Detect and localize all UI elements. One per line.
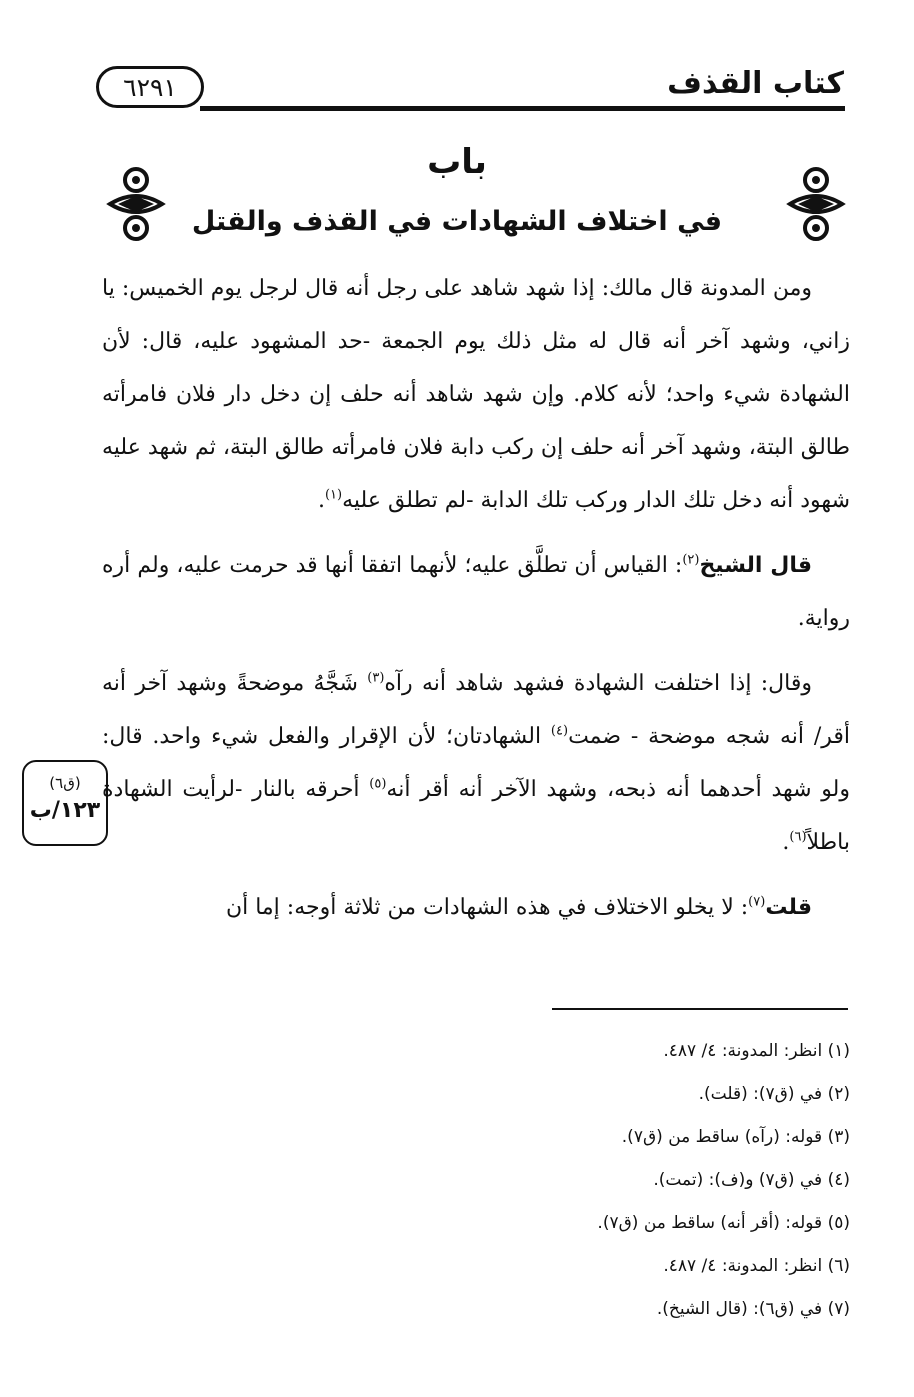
running-header-title: كتاب القذف (667, 66, 844, 101)
punctuation: . (782, 830, 790, 855)
lead-word: قلت (765, 895, 812, 920)
margin-note-source: (ق٦) (49, 774, 81, 792)
header-rule (200, 106, 845, 111)
footnote-item: (٦) انظر: المدونة: ٤/ ٤٨٧. (663, 1256, 850, 1276)
page-number: ٦٢٩١ (96, 66, 204, 108)
footnote-ref: (٦) (789, 829, 807, 845)
chapter-heading: باب (427, 142, 487, 182)
footnote-item: (١) انظر: المدونة: ٤/ ٤٨٧. (663, 1041, 850, 1061)
footnotes (90, 1030, 850, 1331)
paragraph-1 (102, 262, 850, 527)
footnote-item: (٣) قوله: (رآه) ساقط من (ق٧). (621, 1127, 850, 1147)
footnote-ref: (٧) (748, 894, 766, 910)
paragraph-text: الشهادتان؛ لأن الإقرار والفعل شيء واحد. قال: ولو شهد أحدهما أنه ذبحه، وشهد الآخر أنه أقر أنه (102, 724, 850, 802)
paragraph-text: : القياس أن تطلَّق عليه؛ لأنهما اتفقا أنها قد حرمت عليه، ولم أره رواية. (102, 553, 850, 631)
footnote-ref: (٣) (367, 670, 385, 686)
lead-word: قال الشيخ (699, 553, 812, 578)
paragraph-3 (102, 657, 850, 869)
paragraph-text: أحرقه بالنار -لرأيت الشهادة باطلاً (102, 777, 850, 855)
footnote-item: (٢) في (ق٧): (قلت). (698, 1084, 850, 1104)
margin-note-folio: ١٢٣/ب (29, 798, 101, 823)
paragraph-text: شَجَّهُ موضحةً وشهد آخر أنه أقر/ أنه شجه موضحة - ضمت (102, 671, 850, 749)
paragraph-text: وقال: إذا اختلفت الشهادة فشهد شاهد أنه رآه (384, 671, 812, 696)
paragraph-2 (102, 539, 850, 645)
footnote-ref: (٢) (682, 552, 700, 568)
chapter-subtitle: في اختلاف الشهادات في القذف والقتل (191, 206, 723, 237)
paragraph-text: ومن المدونة قال مالك: إذا شهد شاهد على رجل أنه قال لرجل يوم الخميس: يا زاني، وشهد آخر أنه قال له مثل ذلك يوم الجمعة -حد المشهود عليه، قال: لأن الشهادة شيء واحد؛ لأنه كلام. وإن شهد شاهد أنه حلف إن دخل دار فلان فامرأته طالق البتة، وشهد آخر أنه حلف إن ركب دابة فلان فامرأته طالق البتة، ثم شهد عليه شهود أنه دخل تلك الدار وركب تلك الدابة -لم تطلق عليه (102, 276, 850, 513)
main-text (102, 262, 850, 946)
footnote-item: (٧) في (ق٦): (قال الشيخ). (656, 1299, 850, 1319)
footnote-item: (٥) قوله: (أقر أنه) ساقط من (ق٧). (597, 1213, 850, 1233)
punctuation: . (317, 488, 325, 513)
manuscript-margin-note (22, 760, 108, 846)
footnote-separator (552, 1008, 848, 1010)
footnote-ref: (٤) (550, 723, 569, 739)
paragraph-4 (102, 881, 850, 934)
footnote-ref: (٥) (369, 776, 387, 792)
paragraph-text: : لا يخلو الاختلاف في هذه الشهادات من ثلاثة أوجه: إما أن (225, 895, 749, 920)
footnote-ref: (١) (324, 487, 343, 503)
footnote-item: (٤) في (ق٧) و(ف): (تمت). (653, 1170, 850, 1190)
